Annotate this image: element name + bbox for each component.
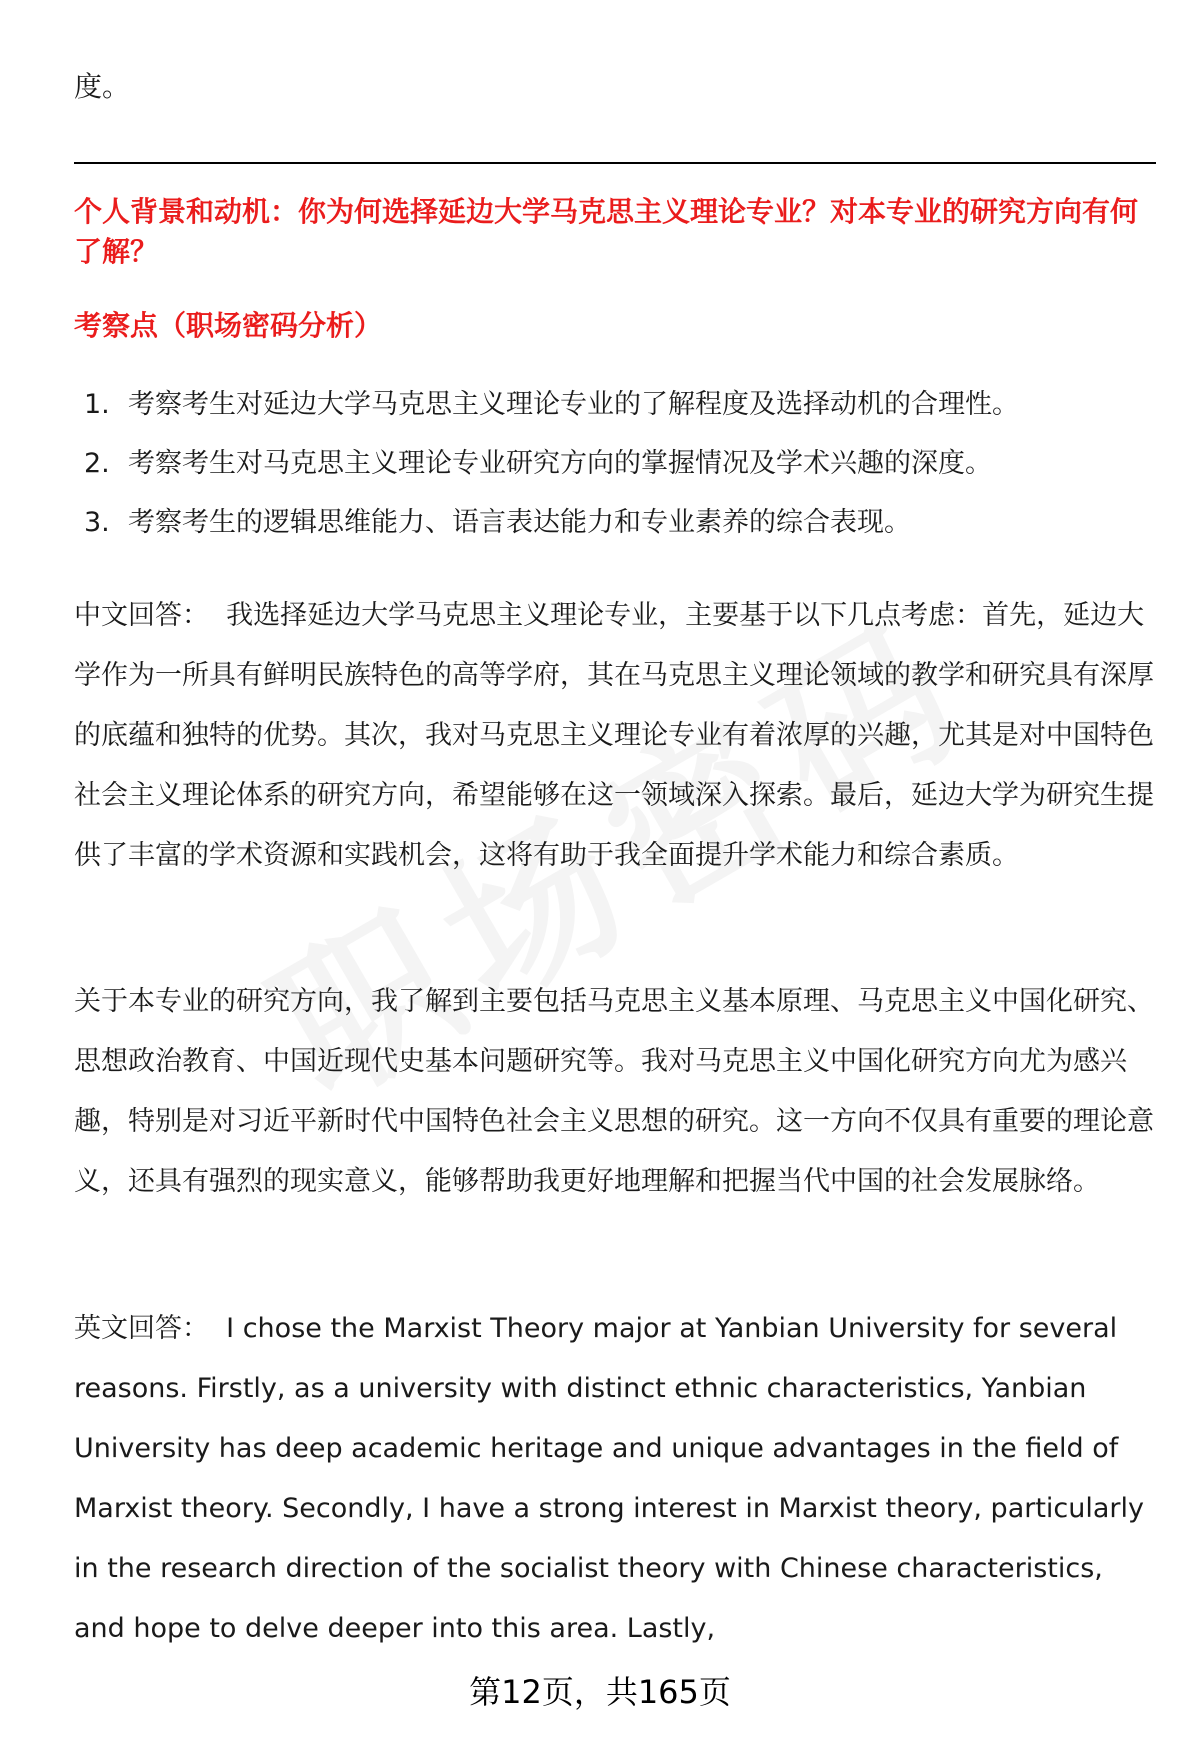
point-text: 考察考生对延边大学马克思主义理论专业的了解程度及选择动机的合理性。 xyxy=(128,389,1019,420)
point-number: 1. xyxy=(84,389,110,420)
analysis-points xyxy=(84,385,1019,562)
english-answer-paragraph xyxy=(74,1299,1144,1659)
analysis-point xyxy=(84,503,1019,562)
english-answer-text: I chose the Marxist Theory major at Yanbian University for several reasons. Firstly, as a university with distinct ethnic characteristics, Yanbian University has deep academic heritage and unique advantages in the field of Marxist theory. Secondly, I have a strong interest in Marxist theory, particularly in the research direction of the socialist theory with Chinese characteristics, and hope to delve deeper into this area. Lastly, xyxy=(74,1313,1145,1644)
point-number: 3. xyxy=(84,507,110,538)
analysis-point xyxy=(84,385,1019,444)
section-divider xyxy=(74,162,1156,164)
analysis-point xyxy=(84,444,1019,503)
chinese-answer-paragraph-2: 关于本专业的研究方向，我了解到主要包括马克思主义基本原理、马克思主义中国化研究、思想政治教育、中国近现代史基本问题研究等。我对马克思主义中国化研究方向尤为感兴趣，特别是对习近平新时代中国特色社会主义思想的研究。这一方向不仅具有重要的理论意义，还具有强烈的现实意义，能够帮助我更好地理解和把握当代中国的社会发展脉络。 xyxy=(74,986,1154,1197)
english-answer-label: 英文回答： xyxy=(74,1313,209,1344)
chinese-answer-paragraph xyxy=(74,586,1164,886)
continuation-text: 度。 xyxy=(74,70,131,103)
point-number: 2. xyxy=(84,448,110,479)
point-text: 考察考生对马克思主义理论专业研究方向的掌握情况及学术兴趣的深度。 xyxy=(128,448,992,479)
page-number: 第12页，共165页 xyxy=(469,1673,731,1711)
chinese-answer-label: 中文回答： xyxy=(74,600,209,631)
analysis-heading: 考察点（职场密码分析） xyxy=(74,309,383,342)
point-text: 考察考生的逻辑思维能力、语言表达能力和专业素养的综合表现。 xyxy=(128,507,911,538)
question-heading: 个人背景和动机：你为何选择延边大学马克思主义理论专业？对本专业的研究方向有何了解？ xyxy=(74,195,1139,268)
chinese-answer-text: 我选择延边大学马克思主义理论专业，主要基于以下几点考虑：首先，延边大学作为一所具有鲜明民族特色的高等学府，其在马克思主义理论领域的教学和研究具有深厚的底蕴和独特的优势。其次，我对马克思主义理论专业有着浓厚的兴趣，尤其是对中国特色社会主义理论体系的研究方向，希望能够在这一领域深入探索。最后，延边大学为研究生提供了丰富的学术资源和实践机会，这将有助于我全面提升学术能力和综合素质。 xyxy=(74,600,1154,871)
